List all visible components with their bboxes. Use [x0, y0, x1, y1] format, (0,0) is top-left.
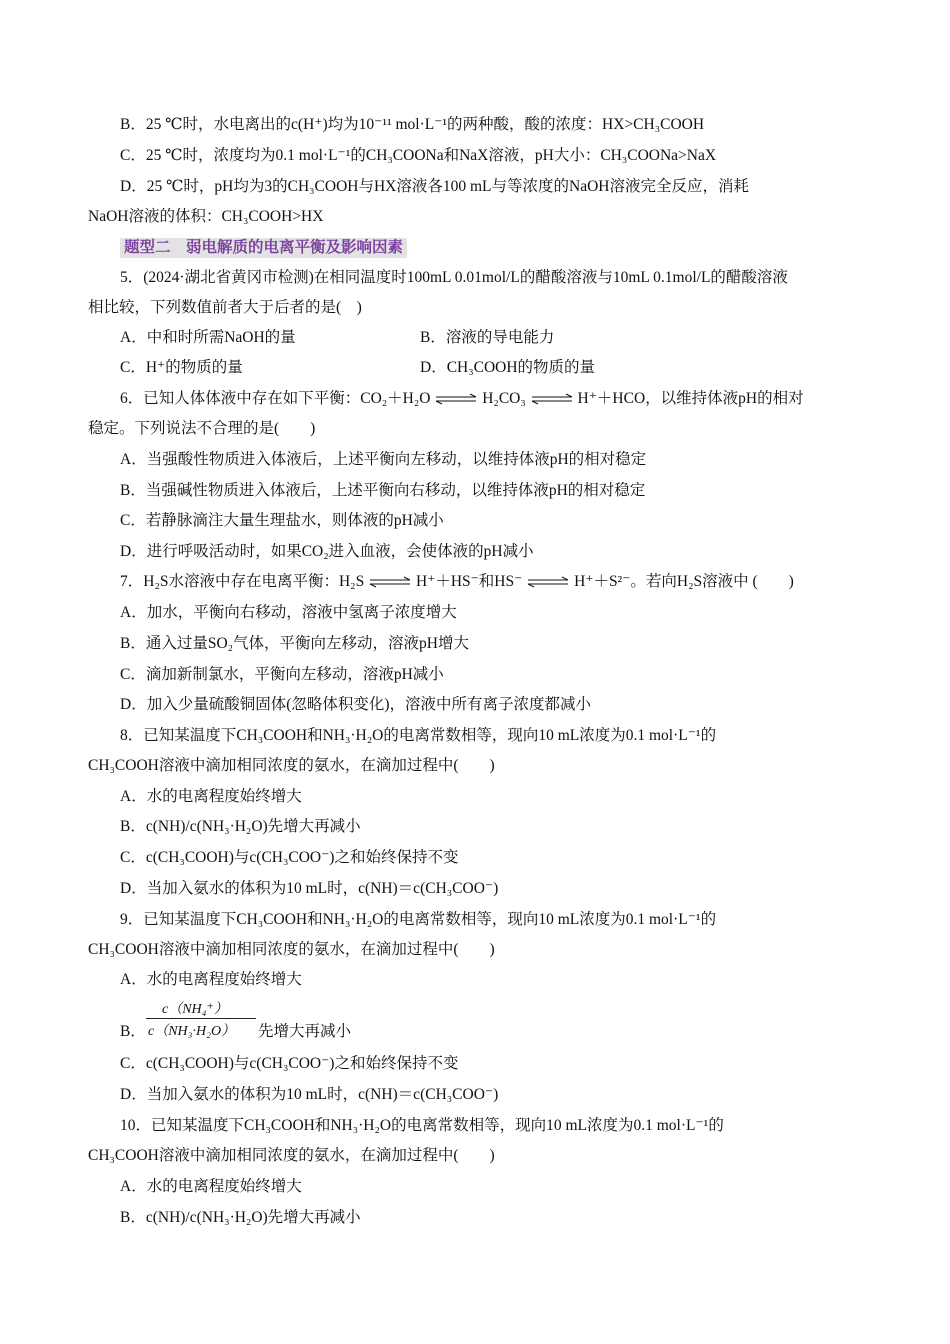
q8-option-a: A．水的电离程度始终增大: [120, 788, 302, 805]
q9-stem-line1: 9．已知某温度下CH₃COOH和NH₃·H₂O的电离常数相等，现向10 mL浓度为0.1 mol·L⁻¹的: [120, 911, 717, 928]
q7-option-b: B．通入过量SO₂气体，平衡向左移动，溶液pH增大: [120, 635, 470, 652]
q9-option-b-tail: 先增大再减小: [258, 1023, 352, 1040]
q8-option-d: D．当加入氨水的体积为10 mL时，c(NH)＝c(CH₃COO⁻): [120, 880, 499, 897]
section-heading: [120, 238, 896, 258]
q4-option-d-line1: D．25 ℃时，pH均为3的CH₃COOH与HX溶液各100 mL与等浓度的NaOH溶液完全反应，消耗: [120, 178, 749, 195]
q7-stem-part3: H⁺＋S²⁻。若向H₂S溶液中 ( ): [574, 573, 794, 590]
q6-stem-part3: H⁺＋HCO，以维持体液pH的相对: [577, 390, 804, 407]
q6-option-d: D．进行呼吸活动时，如果CO₂进入血液，会使体液的pH减小: [120, 543, 534, 560]
q10-stem-line2: CH₃COOH溶液中滴加相同浓度的氨水，在滴加过程中( ): [88, 1147, 495, 1164]
fraction-denominator: c（NH₃·H₂O）: [148, 1024, 236, 1039]
q9-option-b-label: B．: [120, 1023, 146, 1040]
q9-option-d: D．当加入氨水的体积为10 mL时，c(NH)＝c(CH₃COO⁻): [120, 1086, 499, 1103]
q5-option-b: B．溶液的导电能力: [420, 329, 555, 346]
q7-option-d: D．加入少量硫酸铜固体(忽略体积变化)，溶液中所有离子浓度都减小: [120, 696, 592, 713]
q8-option-b: B．c(NH)/c(NH₃·H₂O)先增大再减小: [120, 818, 361, 835]
equilibrium-arrow-icon: [368, 576, 412, 588]
q10-option-b: B．c(NH)/c(NH₃·H₂O)先增大再减小: [120, 1209, 361, 1226]
fraction-bar: [146, 1018, 256, 1019]
equilibrium-arrow-icon: [526, 576, 570, 588]
q4-option-b: B．25 ℃时，水电离出的c(H⁺)均为10⁻¹¹ mol·L⁻¹的两种酸，酸的浓度：HX>CH₃COOH: [120, 116, 705, 133]
q4-option-c: C．25 ℃时，浓度均为0.1 mol·L⁻¹的CH₃COONa和NaX溶液，pH大小：CH₃COONa>NaX: [120, 147, 717, 164]
q7-stem-part1: 7．H₂S水溶液中存在电离平衡：H₂S: [120, 573, 365, 590]
q7-option-a: A．加水，平衡向右移动，溶液中氢离子浓度增大: [120, 604, 457, 621]
q10-stem-line1: 10．已知某温度下CH₃COOH和NH₃·H₂O的电离常数相等，现向10 mL浓度为0.1 mol·L⁻¹的: [120, 1117, 724, 1134]
q7-option-c: C．滴加新制氯水，平衡向左移动，溶液pH减小: [120, 666, 444, 683]
q5-option-d: D．CH₃COOH的物质的量: [420, 359, 596, 376]
q6-stem-part2: H₂CO₃: [482, 390, 526, 407]
q6-option-c: C．若静脉滴注大量生理盐水，则体液的pH减小: [120, 512, 444, 529]
q6-option-a: A．当强酸性物质进入体液后，上述平衡向左移动，以维持体液pH的相对稳定: [120, 451, 647, 468]
q6-stem-line2: 稳定。下列说法不合理的是( ): [88, 420, 316, 437]
q9-option-b-fraction: [146, 998, 258, 1040]
q9-option-c: C．c(CH₃COOH)与c(CH₃COO⁻)之和始终保持不变: [120, 1055, 459, 1072]
q5-stem-line1: 5．(2024·湖北省黄冈市检测)在相同温度时100mL 0.01mol/L的醋酸溶液与10mL 0.1mol/L的醋酸溶液: [120, 269, 788, 286]
q6-option-b: B．当强碱性物质进入体液后，上述平衡向右移动，以维持体液pH的相对稳定: [120, 482, 646, 499]
equilibrium-arrow-icon: [530, 393, 574, 405]
q6-stem-part1: 6．已知人体体液中存在如下平衡：CO₂＋H₂O: [120, 390, 431, 407]
q9-option-a: A．水的电离程度始终增大: [120, 971, 302, 988]
fraction-numerator: c（NH₄⁺）: [162, 1002, 228, 1017]
q10-option-a: A．水的电离程度始终增大: [120, 1178, 302, 1195]
q7-stem-part2: H⁺＋HS⁻和HS⁻: [415, 573, 523, 590]
section-title: 题型二 弱电解质的电离平衡及影响因素: [120, 238, 407, 258]
q5-stem-line2: 相比较，下列数值前者大于后者的是( ): [88, 299, 362, 316]
q4-option-d-line2: NaOH溶液的体积：CH₃COOH>HX: [88, 208, 324, 225]
q8-stem-line1: 8．已知某温度下CH₃COOH和NH₃·H₂O的电离常数相等，现向10 mL浓度为0.1 mol·L⁻¹的: [120, 727, 717, 744]
equilibrium-arrow-icon: [434, 393, 478, 405]
q8-option-c: C．c(CH₃COOH)与c(CH₃COO⁻)之和始终保持不变: [120, 849, 459, 866]
q8-stem-line2: CH₃COOH溶液中滴加相同浓度的氨水，在滴加过程中( ): [88, 757, 495, 774]
q5-option-c: C．H⁺的物质的量: [120, 359, 243, 376]
q5-option-a-text: A．中和时所需NaOH的量: [120, 329, 296, 346]
q6-stem-line1: [120, 389, 896, 409]
q9-stem-line2: CH₃COOH溶液中滴加相同浓度的氨水，在滴加过程中( ): [88, 941, 495, 958]
q7-stem: [120, 572, 896, 592]
